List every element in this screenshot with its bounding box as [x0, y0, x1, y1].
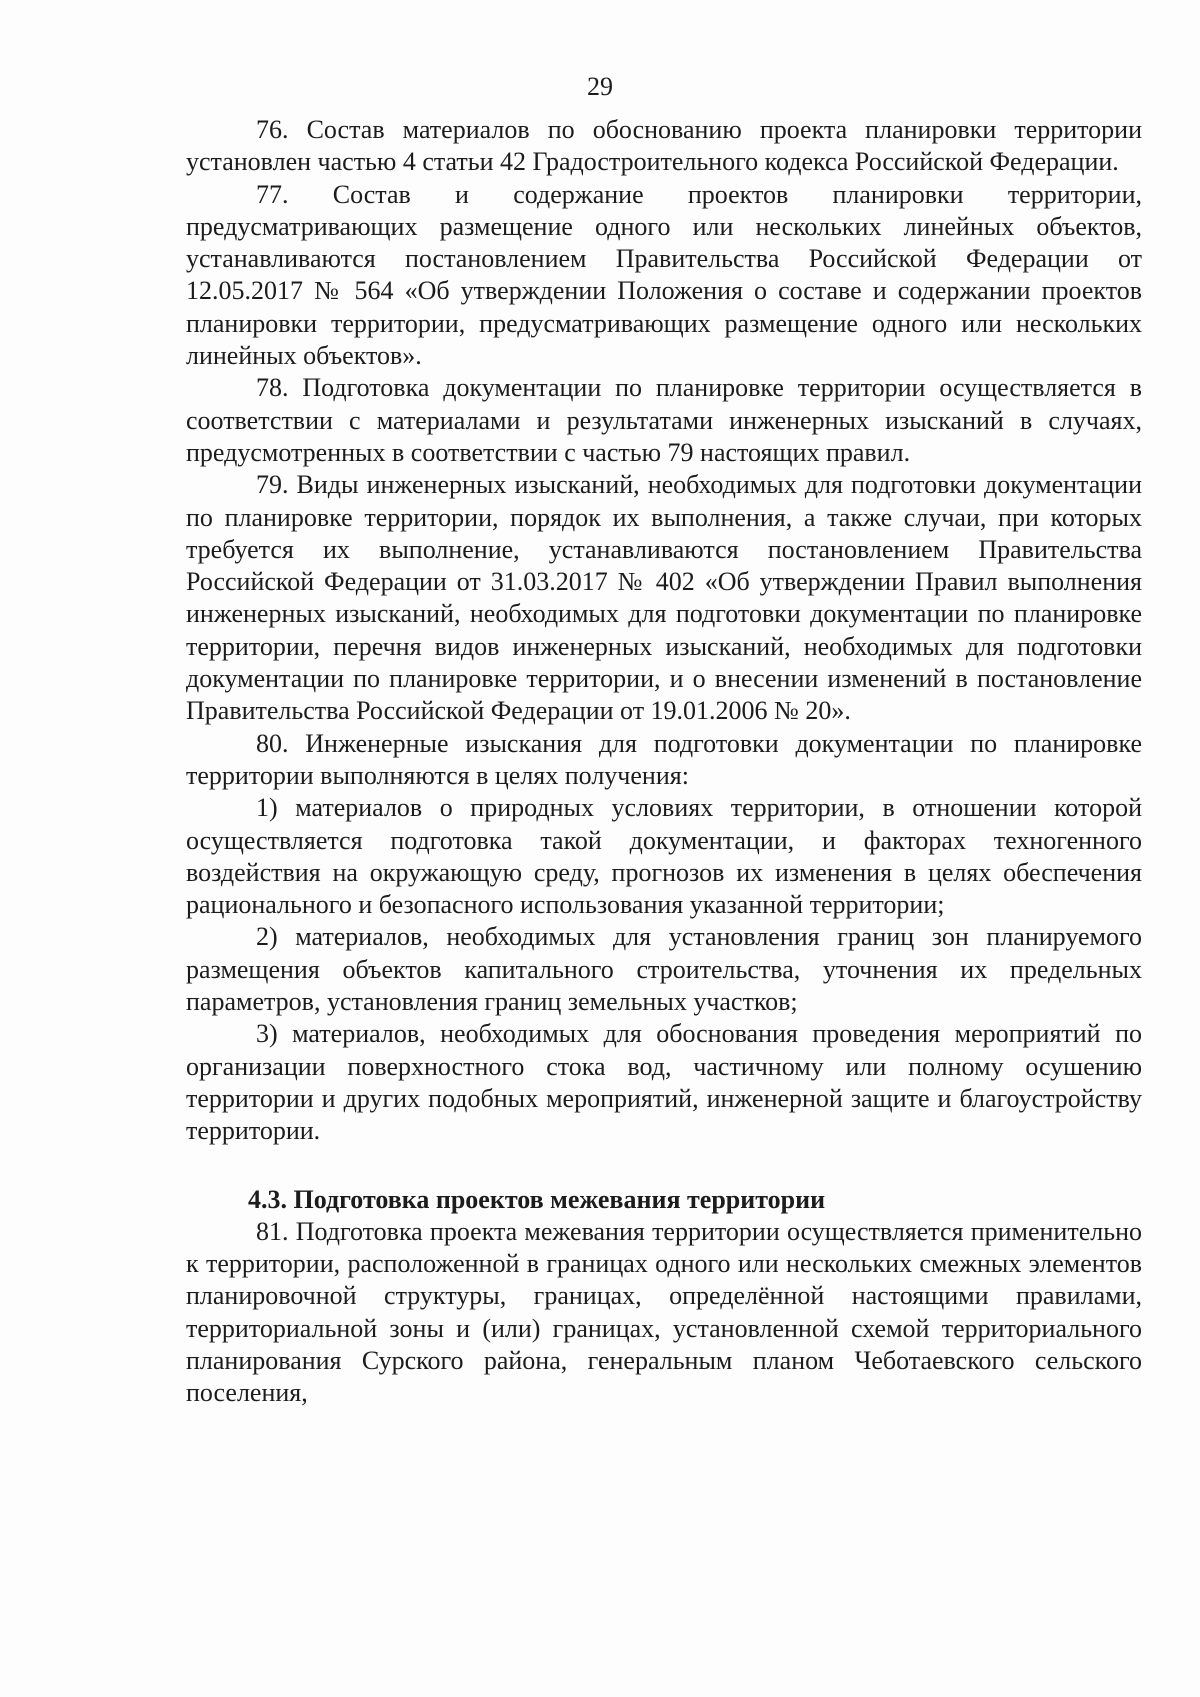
paragraph-81: 81. Подготовка проекта межевания территории осуществляется применительно к территории, расположенной в границах одного или нескольких смежных элементов планировочной структуры, границах, определённой настоящими правилами, территориальной зоны и (или) границах, установленной схемой территориального планирования Сурского района, генеральным планом Чеботаевского сельского поселения,: [186, 1216, 1142, 1408]
list-item-2: 2) материалов, необходимых для установления границ зон планируемого размещения объектов капитального строительства, уточнения их предельных параметров, установления границ земельных участков;: [186, 922, 1142, 1017]
document-body: [186, 114, 1142, 1410]
paragraph-79: 79. Виды инженерных изысканий, необходимых для подготовки документации по планировке территории, порядок их выполнения, а также случаи, при которых требуется их выполнение, устанавливаются постановлением Правительства Российской Федерации от 31.03.2017 № 402 «Об утверждении Правил выполнения инженерных изысканий, необходимых для подготовки документации по планировке территории, перечня видов инженерных изысканий, необходимых для подготовки документации по планировке территории, и о внесении изменений в постановление Правительства Российской Федерации от 19.01.2006 № 20».: [186, 470, 1142, 726]
paragraph-76: 76. Состав материалов по обоснованию проекта планировки территории установлен частью 4 статьи 42 Градостроительного кодекса Российской Федерации.: [186, 115, 1142, 177]
list-item-3: 3) материалов, необходимых для обоснования проведения мероприятий по организации поверхностного стока вод, частичному или полному осушению территории и других подобных мероприятий, инженерной защите и благоустройству территории.: [186, 1019, 1142, 1146]
paragraph-78: 78. Подготовка документации по планировке территории осуществляется в соответствии с материалами и результатами инженерных изысканий в случаях, предусмотренных в соответствии с частью 79 настоящих правил.: [186, 373, 1142, 467]
list-item-1: 1) материалов о природных условиях территории, в отношении которой осуществляется подготовка такой документации, и факторах техногенного воздействия на окружающую среду, прогнозов их изменения в целях обеспечения рационального и безопасного использования указанной территории;: [186, 793, 1142, 920]
paragraph-80: 80. Инженерные изыскания для подготовки документации по планировке территории выполняются в целях получения:: [186, 728, 1142, 790]
paragraph-77: 77. Состав и содержание проектов планировки территории, предусматривающих размещение одного или нескольких линейных объектов, устанавливаются постановлением Правительства Российской Федерации от 12.05.2017 № 564 «Об утверждении Положения о составе и содержании проектов планировки территории, предусматривающих размещение одного или нескольких линейных объектов».: [186, 179, 1142, 371]
page-number: 29: [587, 72, 613, 101]
section-heading: 4.3. Подготовка проектов межевания территории: [248, 1184, 826, 1214]
